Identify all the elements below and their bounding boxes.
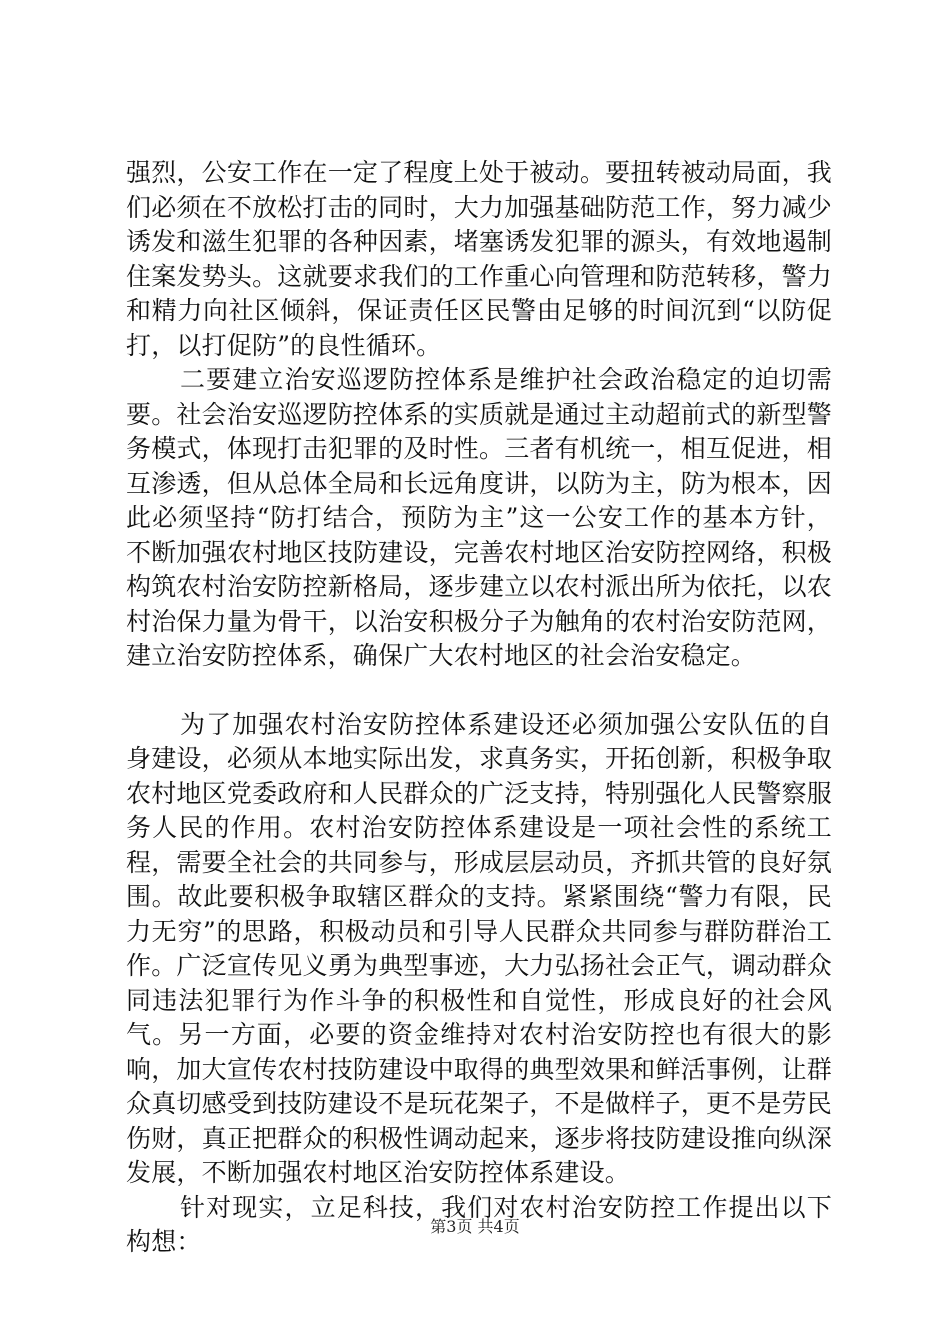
page-number-footer: 第3页 共4页 [430, 1217, 520, 1236]
paragraph-2: 二要建立治安巡逻防控体系是维护社会政治稳定的迫切需要。社会治安巡逻防控体系的实质就是通过主动超前式的新型警务模式，体现打击犯罪的及时性。三者有机统一，相互促进，相互渗透，但从总体全局和长远角度讲，以防为主，防为根本，因此必须坚持“防打结合，预防为主”这一公安工作的基本方针，不断加强农村地区技防建设，完善农村地区治安防控网络，积极构筑农村治安防控新格局，逐步建立以农村派出所为依托，以农村治保力量为骨干，以治安积极分子为触角的农村治安防范网，建立治安防控体系，确保广大农村地区的社会治安稳定。 [126, 365, 832, 670]
paragraph-4: 针对现实，立足科技，我们对农村治安防控工作提出以下构想： [126, 1192, 832, 1256]
paragraph-3: 为了加强农村治安防控体系建设还必须加强公安队伍的自身建设，必须从本地实际出发，求真务实，开拓创新，积极争取农村地区党委政府和人民群众的广泛支持，特别强化人民警察服务人民的作用。农村治安防控体系建设是一项社会性的系统工程，需要全社会的共同参与，形成层层动员，齐抓共管的良好氛围。故此要积极争取辖区群众的支持。紧紧围绕“警力有限，民力无穷”的思路，积极动员和引导人民群众共同参与群防群治工作。广泛宣传见义勇为典型事迹，大力弘扬社会正气，调动群众同违法犯罪行为作斗争的积极性和自觉性，形成良好的社会风气。另一方面，必要的资金维持对农村治安防控也有很大的影响，加大宣传农村技防建设中取得的典型效果和鲜活事例，让群众真切感受到技防建设不是玩花架子，不是做样子，更不是劳民伤财，真正把群众的积极性调动起来，逐步将技防建设推向纵深发展，不断加强农村地区治安防控体系建设。 [126, 709, 832, 1187]
document-body [126, 156, 832, 1260]
paragraph-1: 强烈，公安工作在一定了程度上处于被动。要扭转被动局面，我们必须在不放松打击的同时，大力加强基础防范工作，努力减少诱发和滋生犯罪的各种因素，堵塞诱发犯罪的源头，有效地遏制住案发势头。这就要求我们的工作重心向管理和防范转移，警力和精力向社区倾斜，保证责任区民警由足够的时间沉到“以防促打，以打促防”的良性循环。 [126, 158, 832, 360]
